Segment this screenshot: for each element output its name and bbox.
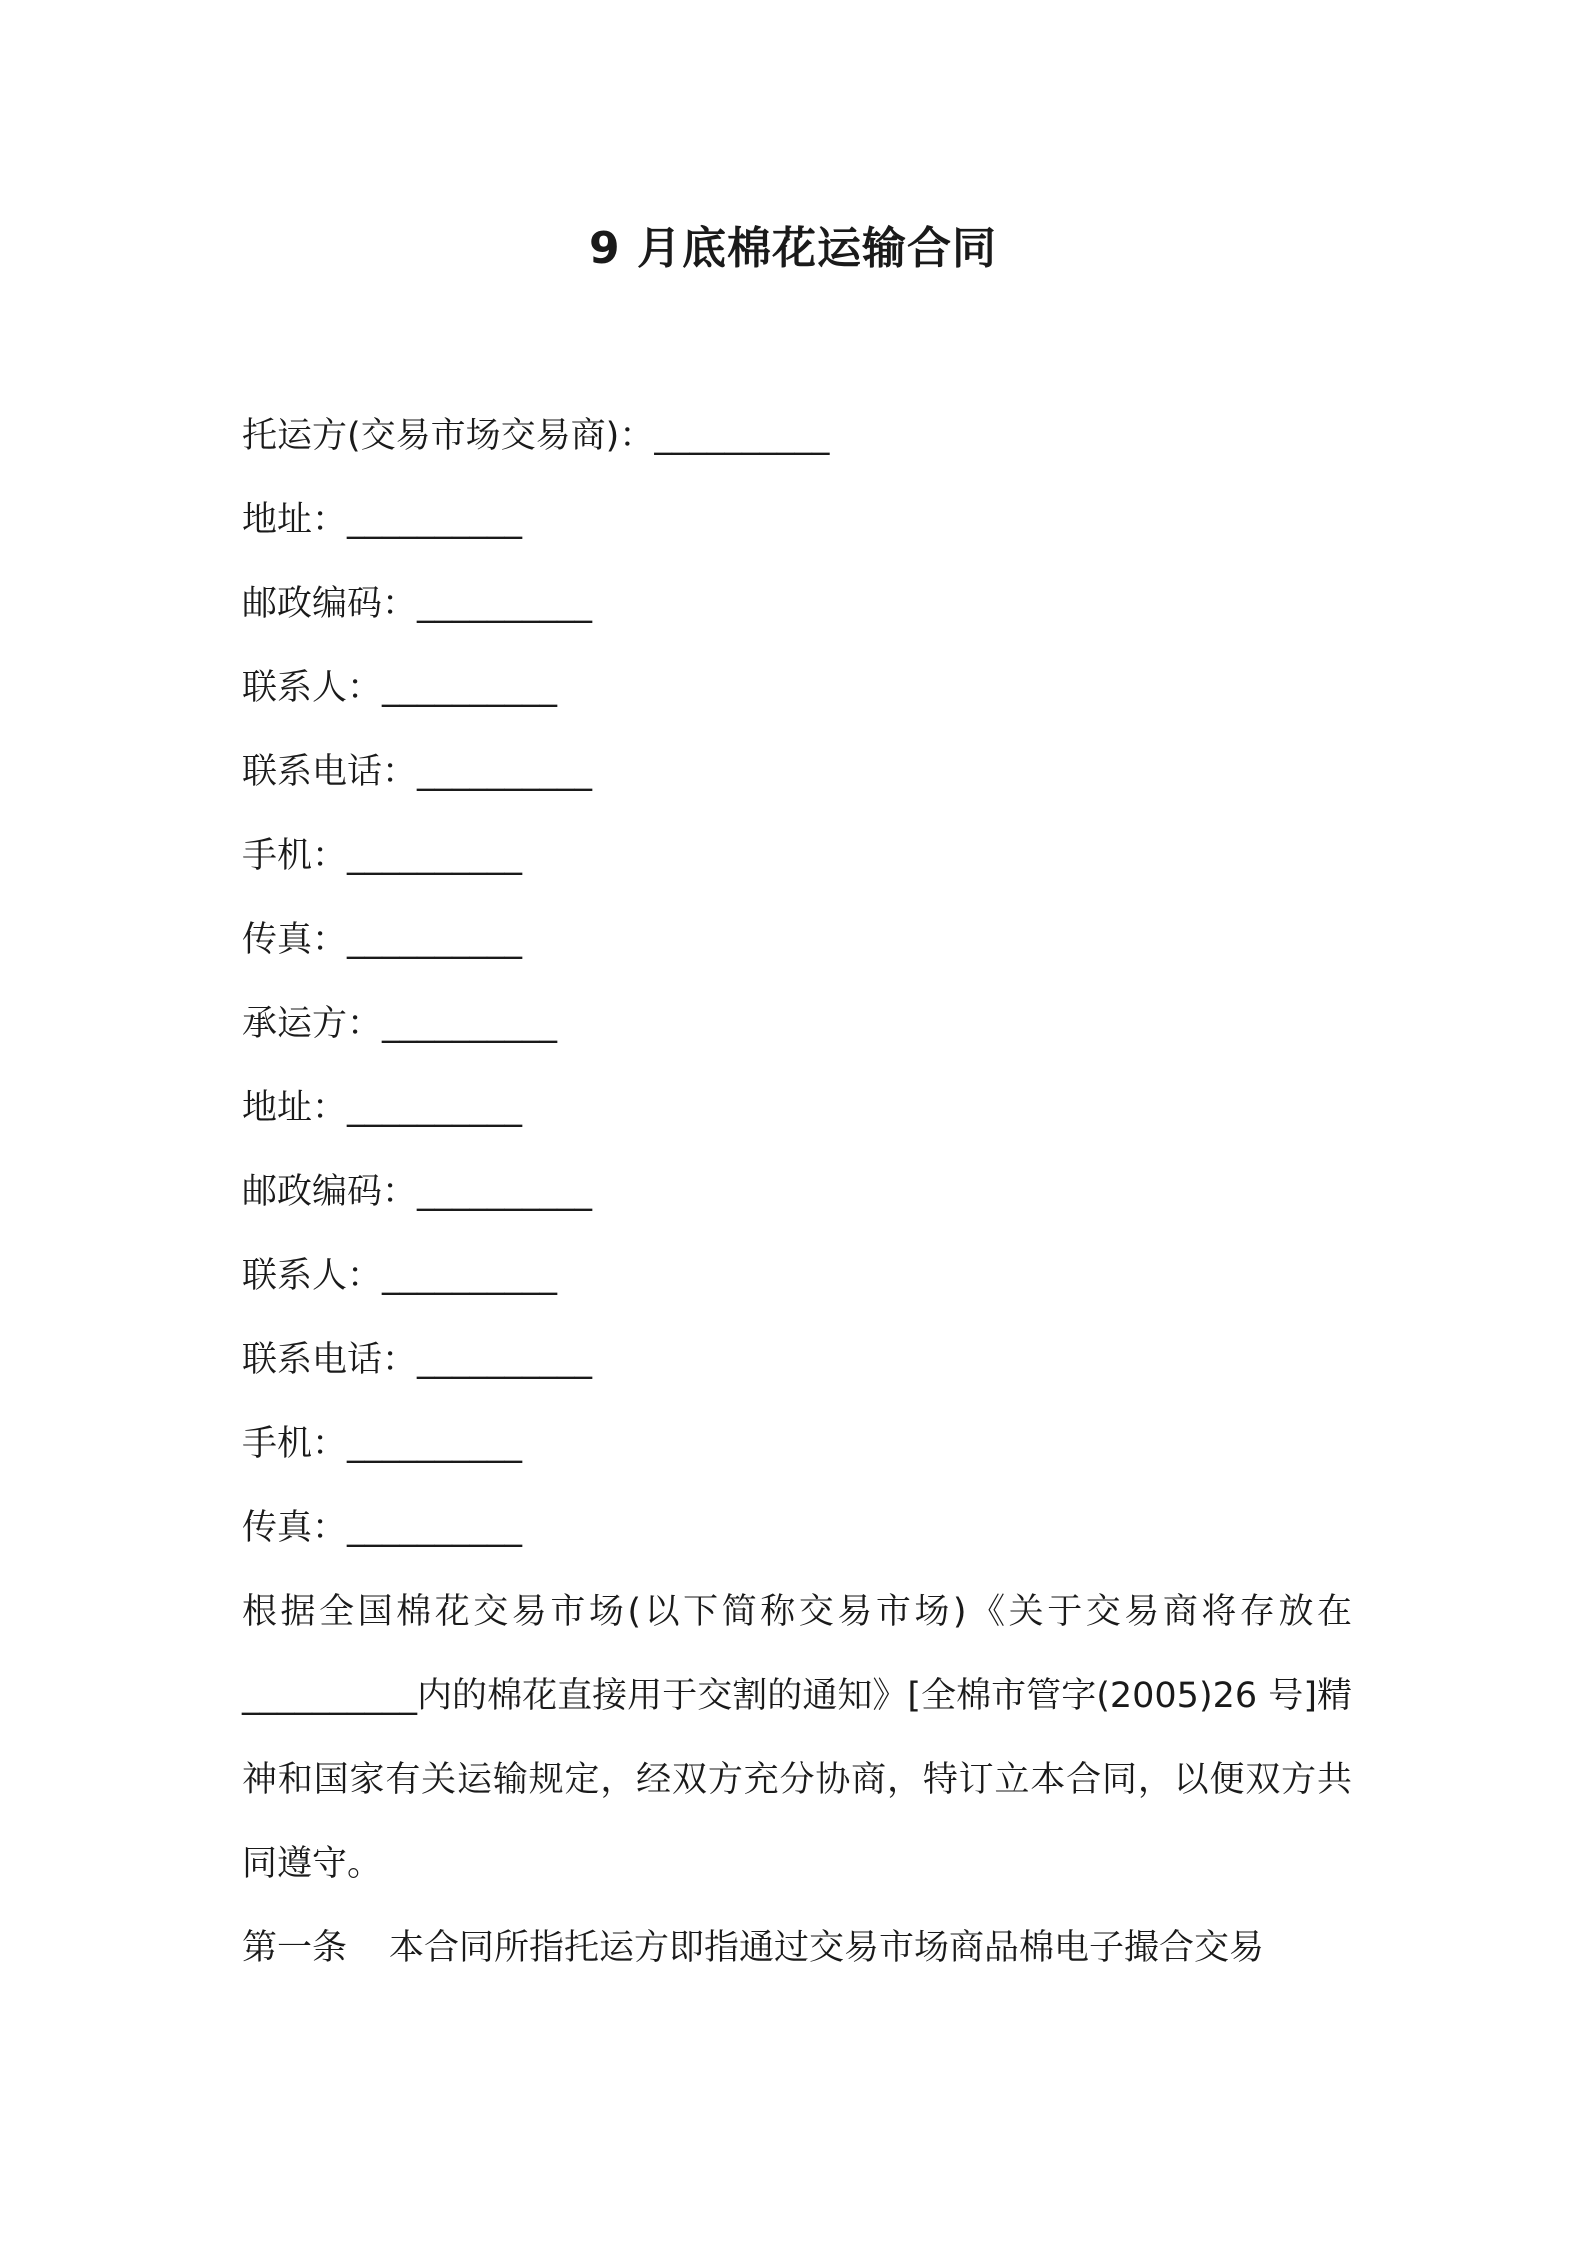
intro-paragraph: 根据全国棉花交易市场(以下简称交易市场)《关于交易商将存放在__________内的棉花直接用于交割的通知》[全棉市管字(2005)26 号]精神和国家有关运输规定，经双方充分协商，特订立本合同，以便双方共同遵守。 [242,1592,1352,1884]
field-blank: __________ [347,836,523,876]
document-title: 9 月底棉花运输合同 [589,223,997,274]
field-shipper-contact [242,657,1352,741]
field-shipper-fax [242,909,1352,993]
field-label: 联系人： [242,668,383,708]
field-blank: __________ [347,920,523,960]
field-blank: __________ [382,668,558,708]
field-label: 手机： [242,1424,348,1464]
field-carrier-mobile [242,1413,1352,1497]
field-label: 承运方： [242,1004,383,1044]
field-label: 地址： [242,500,348,540]
field-label: 手机： [242,836,348,876]
field-blank: __________ [654,416,830,456]
field-blank: __________ [382,1004,558,1044]
field-carrier-contact [242,1245,1352,1329]
article-1 [242,1906,1352,1990]
field-label: 传真： [242,1508,348,1548]
field-shipper-address [242,489,1352,573]
field-blank: __________ [347,500,523,540]
field-label: 托运方(交易市场交易商)： [242,416,655,456]
contract-body [242,1570,1352,1990]
field-label: 传真： [242,920,348,960]
field-blank: __________ [347,1424,523,1464]
field-carrier-phone [242,1329,1352,1413]
field-blank: __________ [347,1088,523,1128]
field-carrier-fax [242,1497,1352,1581]
field-shipper-postcode [242,573,1352,657]
field-blank: __________ [417,1172,593,1212]
field-label: 联系电话： [242,1340,418,1380]
party-fields [242,405,1352,1581]
article-number: 第一条 [242,1928,348,1968]
field-blank: __________ [417,752,593,792]
field-shipper-phone [242,741,1352,825]
field-label: 邮政编码： [242,1172,418,1212]
field-carrier-postcode [242,1161,1352,1245]
field-carrier [242,993,1352,1077]
field-label: 联系电话： [242,752,418,792]
field-blank: __________ [382,1256,558,1296]
field-label: 地址： [242,1088,348,1128]
field-label: 邮政编码： [242,584,418,624]
field-blank: __________ [347,1508,523,1548]
field-shipper-mobile [242,825,1352,909]
field-carrier-address [242,1077,1352,1161]
field-blank: __________ [417,1340,593,1380]
field-blank: __________ [417,584,593,624]
field-label: 联系人： [242,1256,383,1296]
field-shipper [242,405,1352,489]
article-text: 本合同所指托运方即指通过交易市场商品棉电子撮合交易 [389,1928,1265,1968]
